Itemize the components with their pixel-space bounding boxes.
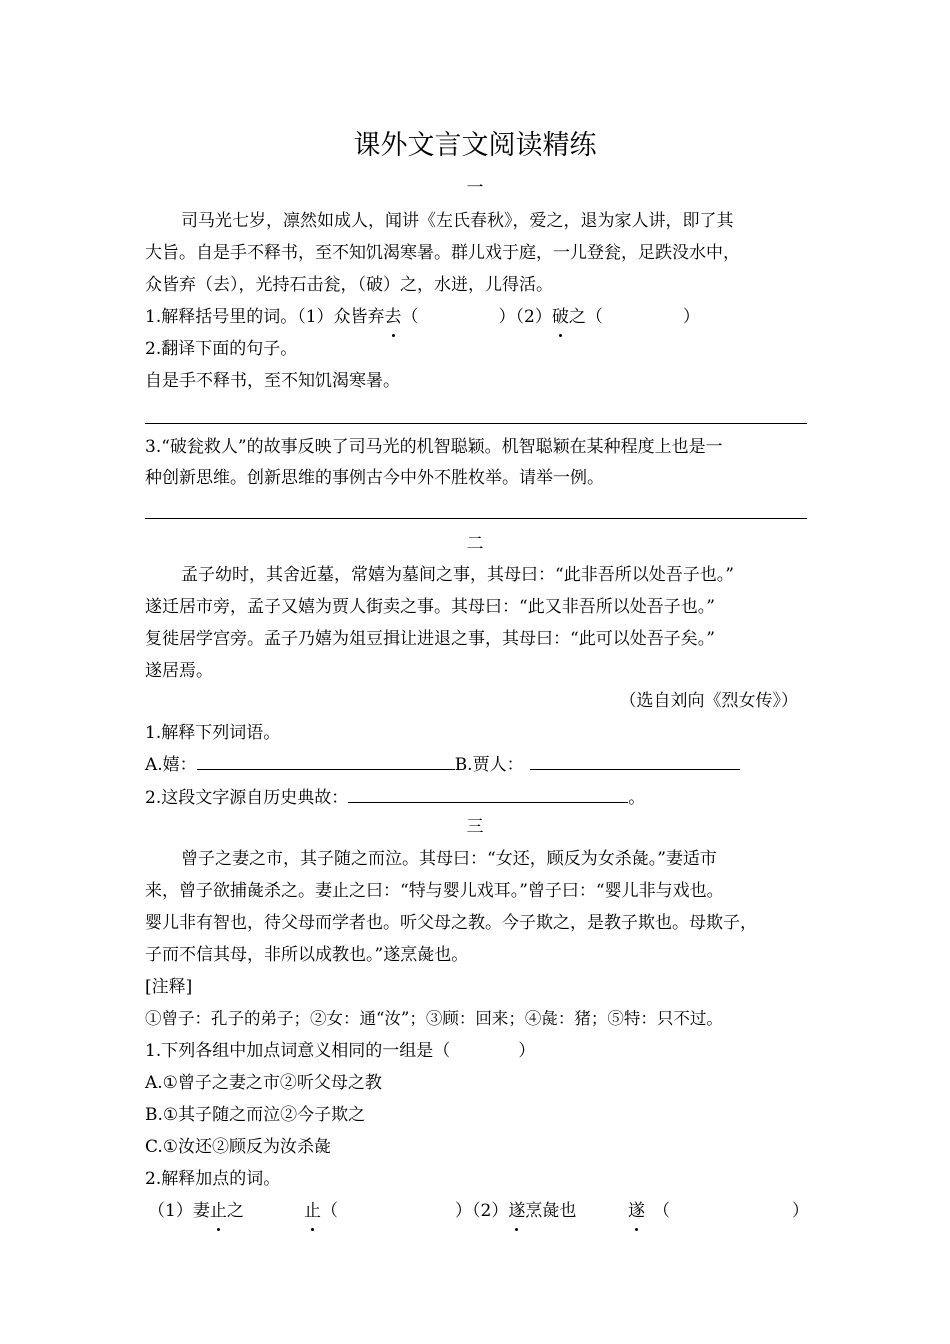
s3-note-label: [注释]	[145, 977, 193, 997]
s1-question-3-line-1: 3.“破瓮救人”的故事反映了司马光的机智聪颖。机智聪颖在某种程度上也是一	[145, 437, 723, 457]
s2-question-1: 1.解释下列词语。	[145, 723, 281, 743]
s3-question-2: 2.解释加点的词。	[145, 1169, 281, 1189]
s1-question-2: 2.翻译下面的句子。	[145, 339, 298, 359]
s3-option-b[interactable]: B.①其子随之而泣②今子欺之	[145, 1105, 366, 1125]
s3-question-2-item-2: ）（2）遂烹彘也	[455, 1196, 576, 1226]
s3-paragraph-line-1: 曾子之妻之市，其子随之而泣。其母曰：“女还，顾反为女杀彘。”妻适市	[181, 849, 717, 869]
answer-blank[interactable]	[530, 751, 740, 770]
s3-question-2-item-1-blank: 止（	[304, 1196, 338, 1226]
section-2-heading: 二	[466, 534, 484, 554]
s2-question-1-items: A.嬉： B.贾人：	[145, 750, 740, 780]
dotted-word: 止	[210, 1196, 227, 1226]
section-1-heading: 一	[466, 178, 484, 198]
s2-paragraph-line-2: 遂迁居市旁，孟子又嬉为贾人街卖之事。其母曰：“此又非吾所以处吾子也。”	[145, 597, 715, 617]
section-3-heading: 三	[466, 817, 484, 837]
s3-paragraph-line-3: 婴儿非有智也，待父母而学者也。听父母之教。今子欺之，是教子欺也。母欺子，	[145, 913, 757, 933]
s3-question-2-item-2-blank: 遂 （	[628, 1196, 670, 1226]
s2-source: （选自刘向《烈女传》）	[619, 691, 798, 711]
s3-question-1: 1.下列各组中加点词意义相同的一组是（ ）	[145, 1041, 536, 1061]
s2-question-2: 2.这段文字源自历史典故： 。	[145, 783, 645, 813]
page-title: 课外文言文阅读精练	[353, 130, 597, 161]
answer-line[interactable]	[145, 423, 807, 424]
answer-blank[interactable]	[348, 784, 628, 803]
answer-line[interactable]	[145, 518, 807, 519]
s3-paragraph-line-4: 子而不信其母，非所以成教也。”遂烹彘也。	[145, 945, 469, 965]
s1-paragraph-line-3: 众皆弃（去），光持石击瓮，（破）之，水迸，儿得活。	[145, 275, 553, 295]
dotted-word: 去	[385, 302, 402, 332]
s2-paragraph-line-1: 孟子幼时，其舍近墓，常嬉为墓间之事，其母曰：“此非吾所以处吾子也。”	[181, 565, 734, 585]
s3-option-c[interactable]: C.①汝还②顾反为汝杀彘	[145, 1137, 332, 1157]
s1-question-3-line-2: 种创新思维。创新思维的事例古今中外不胜枚举。请举一例。	[145, 468, 604, 488]
dotted-word: 止	[304, 1196, 321, 1226]
s3-option-a[interactable]: A.①曾子之妻之市②听父母之教	[145, 1073, 382, 1093]
s1-question-2-sentence: 自是手不释书，至不知饥渴寒暑。	[145, 371, 400, 391]
s2-paragraph-line-3: 复徙居学宫旁。孟子乃嬉为俎豆揖让进退之事，其母曰：“此可以处吾子矣。”	[145, 629, 715, 649]
s1-question-1: 1.解释括号里的词。（1）众皆弃去（ ）（2）破之（ ）	[145, 302, 700, 332]
s1-paragraph-line-1: 司马光七岁，凛然如成人，闻讲《左氏春秋》，爱之，退为家人讲，即了其	[181, 211, 734, 231]
dotted-word: 遂	[628, 1196, 645, 1226]
s1-paragraph-line-2: 大旨。自是手不释书，至不知饥渴寒暑。群儿戏于庭，一儿登瓮，足跌没水中，	[145, 243, 740, 263]
s3-notes: ①曾子：孔子的弟子；②女：通“汝”；③顾：回来；④彘：猪；⑤特：只不过。	[145, 1009, 723, 1028]
dotted-word: 遂	[508, 1196, 525, 1226]
answer-blank[interactable]	[197, 751, 455, 770]
dotted-word: 破	[552, 302, 569, 332]
s3-paragraph-line-2: 来，曾子欲捕彘杀之。妻止之曰：“特与婴儿戏耳。”曾子曰：“婴儿非与戏也。	[145, 881, 724, 901]
s2-paragraph-line-4: 遂居焉。	[145, 661, 213, 681]
s3-question-2-item-1: （1）妻止之	[148, 1196, 244, 1226]
s3-question-2-end: ）	[792, 1201, 809, 1221]
